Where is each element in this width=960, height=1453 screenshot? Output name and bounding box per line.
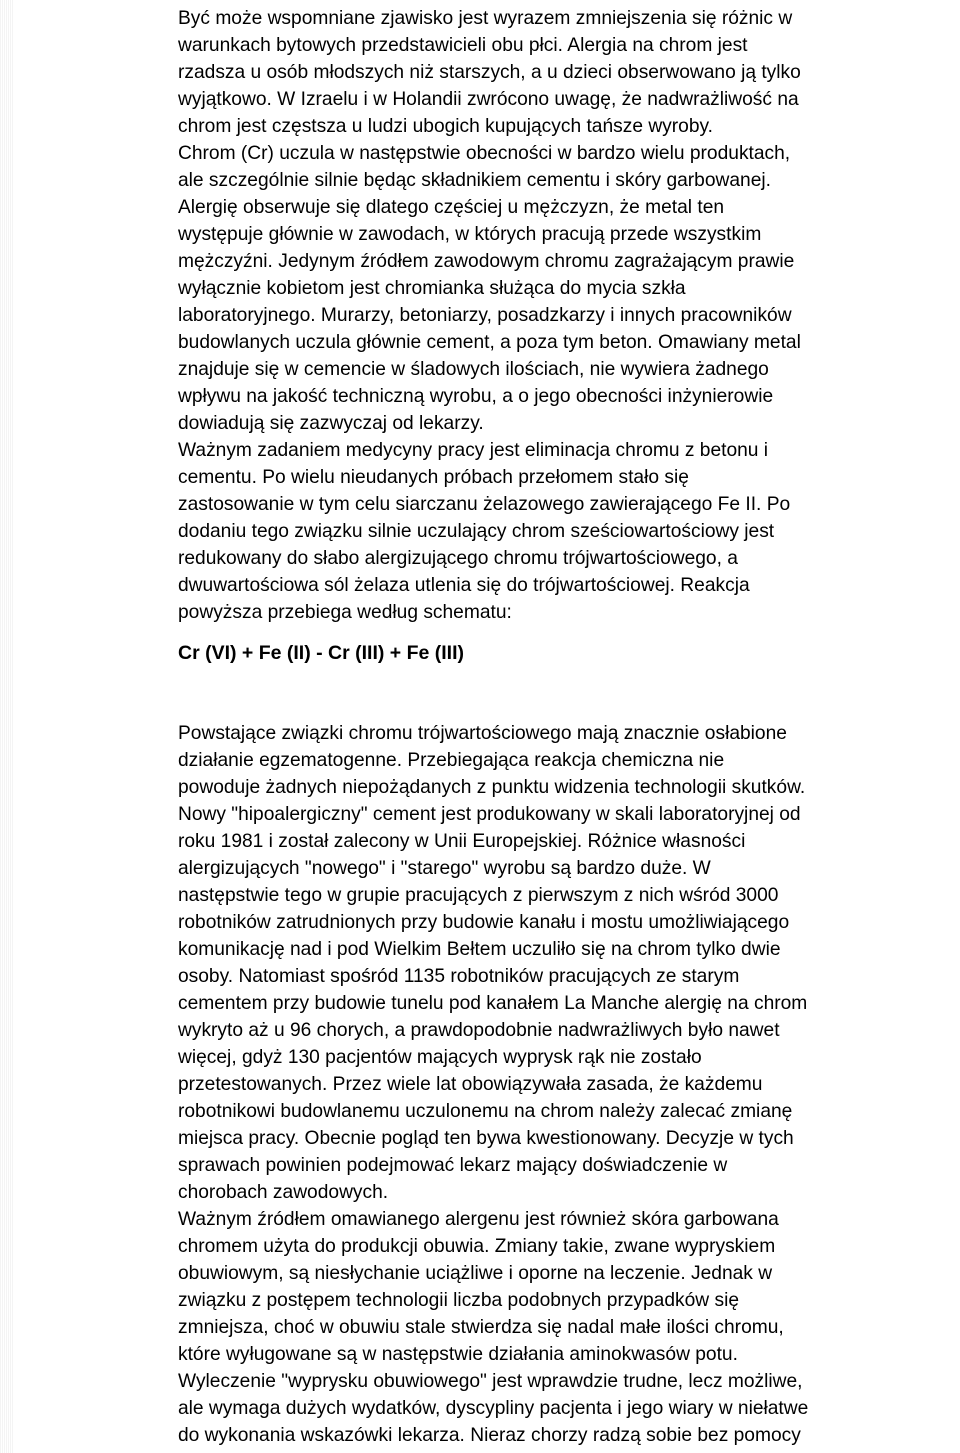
text-line: ale szczególnie silnie będąc składnikiem cementu i skóry garbowanej. (178, 170, 771, 191)
text-line: komunikację nad i pod Wielkim Bełtem uczuliło się na chrom tylko dwie (178, 939, 781, 960)
text-line: chrom jest częstsza u ludzi ubogich kupujących tańsze wyroby. (178, 116, 714, 137)
text-line: mężczyźni. Jedynym źródłem zawodowym chromu zagrażającym prawie (178, 251, 795, 272)
text-line: Nowy "hipoalergiczny" cement jest produkowany w skali laboratoryjnej od (178, 804, 801, 825)
text-line: zastosowanie w tym celu siarczanu żelazowego zawierającego Fe II. Po (178, 494, 791, 515)
text-line: budowlanych uczula głównie cement, a poza tym beton. Omawiany metal (178, 332, 801, 353)
text-line: chromem użyta do produkcji obuwia. Zmiany takie, zwane wypryskiem (178, 1236, 776, 1257)
text-line: Być może wspomniane zjawisko jest wyrazem zmniejszenia się różnic w (178, 8, 793, 29)
reaction-formula: Cr (VI) + Fe (II) - Cr (III) + Fe (III) (178, 642, 465, 664)
text-line: dodaniu tego związku silnie uczulający chrom sześciowartościowy jest (178, 521, 775, 542)
text-line: chorobach zawodowych. (178, 1182, 389, 1203)
text-line: roku 1981 i został zalecony w Unii Europejskiej. Różnice własności (178, 831, 746, 852)
text-line: wpływu na jakość techniczną wyrobu, a o jego obecności inżynierowie (178, 386, 774, 407)
text-line: rzadsza u osób młodszych niż starszych, a u dzieci obserwowano ją tylko (178, 62, 801, 83)
text-line: dowiadują się zazwyczaj od lekarzy. (178, 413, 484, 434)
text-line: ale wymaga dużych wydatków, dyscypliny pacjenta i jego wiary w niełatwe (178, 1398, 809, 1419)
text-line: warunkach bytowych przedstawicieli obu płci. Alergia na chrom jest (178, 35, 748, 56)
reaction-formula-block (178, 640, 958, 667)
text-line: Wyleczenie "wyprysku obuwiowego" jest wprawdzie trudne, lecz możliwe, (178, 1371, 803, 1392)
text-line: obuwiowym, są niesłychanie uciążliwe i oporne na leczenie. Jednak w (178, 1263, 773, 1284)
text-line: Alergię obserwuje się dlatego częściej u mężczyzn, że metal ten (178, 197, 725, 218)
text-line: Chrom (Cr) uczula w następstwie obecności w bardzo wielu produktach, (178, 143, 791, 164)
text-line: alergizujących "nowego" i "starego" wyrobu są bardzo duże. W (178, 858, 711, 879)
text-line: laboratoryjnego. Murarzy, betoniarzy, posadzkarzy i innych pracowników (178, 305, 792, 326)
paragraph-1 (178, 5, 958, 626)
text-line: więcej, gdyż 130 pacjentów mających wyprysk rąk nie zostało (178, 1047, 702, 1068)
text-line: wyłącznie kobietom jest chromianka służąca do mycia szkła (178, 278, 686, 299)
text-line: Ważnym zadaniem medycyny pracy jest eliminacja chromu z betonu i (178, 440, 769, 461)
text-line: znajduje się w cemencie w śladowych ilościach, nie wywiera żadnego (178, 359, 769, 380)
text-line: przetestowanych. Przez wiele lat obowiązywała zasada, że każdemu (178, 1074, 763, 1095)
text-line: redukowany do słabo alergizującego chromu trójwartościowego, a (178, 548, 738, 569)
text-line: Ważnym źródłem omawianego alergenu jest również skóra garbowana (178, 1209, 779, 1230)
text-line: powoduje żadnych niepożądanych z punktu widzenia technologii skutków. (178, 777, 806, 798)
text-line: powyższa przebiega według schematu: (178, 602, 512, 623)
text-line: działanie egzematogenne. Przebiegająca reakcja chemiczna nie (178, 750, 725, 771)
text-line: które wyługowane są w następstwie działania aminokwasów potu. (178, 1344, 738, 1365)
text-line: robotników zatrudnionych przy budowie kanału i mostu umożliwiającego (178, 912, 790, 933)
text-line: wyjątkowo. W Izraelu i w Holandii zwrócono uwagę, że nadwrażliwość na (178, 89, 799, 110)
text-line: następstwie tego w grupie pracujących z pierwszym z nich wśród 3000 (178, 885, 779, 906)
text-line: występuje głównie w zawodach, w których pracują przede wszystkim (178, 224, 762, 245)
text-line: dwuwartościowa sól żelaza utlenia się do trójwartościowej. Reakcja (178, 575, 750, 596)
text-line: Powstające związki chromu trójwartościowego mają znacznie osłabione (178, 723, 787, 744)
text-line: cementu. Po wielu nieudanych próbach przełomem stało się (178, 467, 689, 488)
text-line: miejsca pracy. Obecnie pogląd ten bywa kwestionowany. Decyzje w tych (178, 1128, 794, 1149)
text-line: zmniejsza, choć w obuwiu stale stwierdza się nadal małe ilości chromu, (178, 1317, 784, 1338)
page-edge-strip (0, 0, 14, 1453)
text-line: do wykonania wskazówki lekarza. Nieraz chorzy radzą sobie bez pomocy (178, 1425, 801, 1446)
text-line: osoby. Natomiast spośród 1135 robotników pracujących ze starym (178, 966, 740, 987)
text-line: sprawach powinien podejmować lekarz mający doświadczenie w (178, 1155, 728, 1176)
text-line: wykryto aż u 96 chorych, a prawdopodobnie nadwrażliwych było nawet (178, 1020, 780, 1041)
text-line: cementem przy budowie tunelu pod kanałem La Manche alergię na chrom (178, 993, 808, 1014)
text-line: związku z postępem technologii liczba podobnych przypadków się (178, 1290, 740, 1311)
paragraph-2 (178, 720, 958, 1449)
text-line: robotnikowi budowlanemu uczulonemu na chrom należy zalecać zmianę (178, 1101, 793, 1122)
